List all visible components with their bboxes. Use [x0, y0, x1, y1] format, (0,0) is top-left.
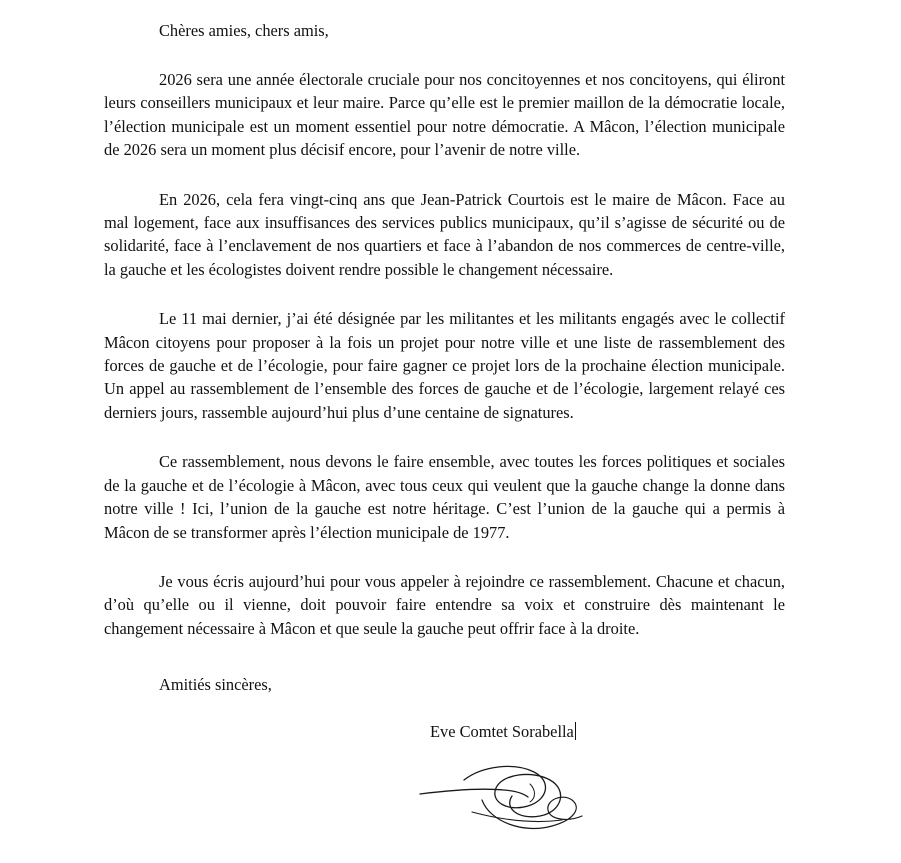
salutation: Chères amies, chers amis, [159, 21, 329, 40]
paragraph-2: En 2026, cela fera vingt-cinq ans que Jean-Patrick Courtois est le maire de Mâcon. Face au mal logement, face aux insuffisances des services publics municipaux, qu’il s’agisse de sécurité ou de solidarité, face à l’enclavement de nos quartiers et face à l’abandon de nos commerces de centre-ville, la gauche et les écologistes doivent rendre possible le changement nécessaire. [104, 189, 785, 279]
paragraph-4: Ce rassemblement, nous devons le faire ensemble, avec toutes les forces politiques et sociales de la gauche et de l’écologie à Mâcon, avec tous ceux qui veulent que la gauche change la donne dans notre ville ! Ici, l’union de la gauche est notre héritage. C’est l’union de la gauche qui a permis à Mâcon de se transformer après l’élection municipale de 1977. [104, 452, 785, 542]
signer-line [430, 721, 576, 743]
signer-name: Eve Comtet Sorabella [430, 722, 574, 741]
paragraph-3: Le 11 mai dernier, j’ai été désignée par les militantes et les militants engagés avec le collectif Mâcon citoyens pour proposer à la fois un projet pour notre ville et une liste de rassemblement des forces de gauche et de l’écologie, pour faire gagner ce projet lors de la prochaine élection municipale. Un appel au rassemblement de l’ensemble des forces de gauche et de l’écologie, largement relayé ces derniers jours, rassemble aujourd’hui plus d’une centaine de signatures. [104, 309, 785, 422]
handwritten-signature [412, 750, 602, 850]
closing: Amitiés sincères, [159, 675, 272, 694]
letter-body [104, 20, 785, 640]
paragraph-5: Je vous écris aujourd’hui pour vous appeler à rejoindre ce rassemblement. Chacune et chacun, d’où qu’elle ou il vienne, doit pouvoir faire entendre sa voix et construire dès maintenant le changement nécessaire à Mâcon et que seule la gauche peut offrir face à la droite. [104, 571, 785, 638]
text-cursor [575, 722, 576, 740]
paragraph-1: 2026 sera une année électorale cruciale pour nos concitoyennes et nos concitoyens, qui éliront leurs conseillers municipaux et leur maire. Parce qu’elle est le premier maillon de la démocratie locale, l’élection municipale est un moment essentiel pour notre démocratie. A Mâcon, l’élection municipale de 2026 sera un moment plus décisif encore, pour l’avenir de notre ville. [104, 70, 785, 160]
